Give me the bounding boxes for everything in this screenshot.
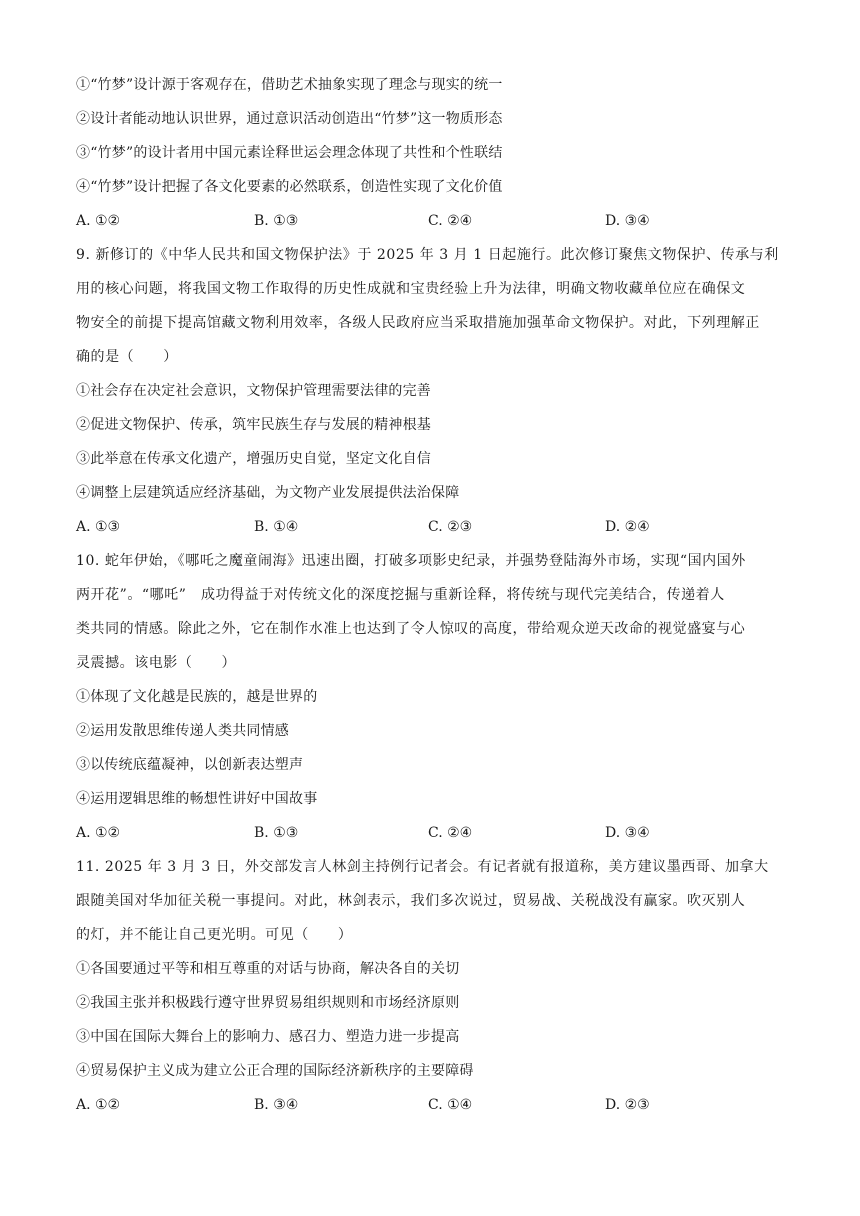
choice-a: A. ①② [76, 213, 121, 229]
option-line: ③以传统底蕴凝神，以创新表达塑声 [76, 757, 304, 773]
exam-page [76, 68, 788, 1122]
choice-d: D. ③④ [605, 213, 650, 229]
choice-b: B. ①④ [254, 519, 299, 535]
question-8 [76, 68, 788, 238]
question-11 [76, 850, 788, 1122]
question-9 [76, 238, 788, 544]
option-line: ①社会存在决定社会意识，文物保护管理需要法律的完善 [76, 383, 431, 399]
answer-choices [76, 204, 788, 238]
question-stem-line: 9. 新修订的《中华人民共和国文物保护法》于 2025 年 3 月 1 日起施行。此次修订聚焦文物保护、传承与利 [76, 247, 779, 263]
choice-d: D. ②③ [605, 1097, 650, 1113]
choice-c: C. ②③ [428, 519, 473, 535]
question-stem-line: 确的是（ ） [76, 349, 178, 365]
question-stem-line: 灵震撼。该电影（ ） [76, 655, 237, 671]
option-line: ②促进文物保护、传承，筑牢民族生存与发展的精神根基 [76, 417, 431, 433]
choice-d: D. ②④ [605, 519, 650, 535]
answer-choices [76, 1088, 788, 1122]
question-stem-line: 11. 2025 年 3 月 3 日，外交部发言人林剑主持例行记者会。有记者就有报道称，美方建议墨西哥、加拿大 [76, 859, 769, 875]
choice-a: A. ①③ [76, 519, 121, 535]
question-stem-line: 用的核心问题，将我国文物工作取得的历史性成就和宝贵经验上升为法律，明确文物收藏单位应在确保文 [76, 281, 746, 297]
option-line: ②设计者能动地认识世界，通过意识活动创造出“竹梦”这一物质形态 [76, 111, 503, 127]
choice-c: C. ①④ [428, 1097, 473, 1113]
question-stem-line: 10. 蛇年伊始，《哪吒之魔童闹海》迅速出圈，打破多项影史纪录，并强势登陆海外市场，实现“国内国外 [76, 553, 746, 569]
choice-d: D. ③④ [605, 825, 650, 841]
option-line: ④贸易保护主义成为建立公正合理的国际经济新秩序的主要障碍 [76, 1063, 474, 1079]
question-stem-line: 跟随美国对华加征关税一事提问。对此，林剑表示，我们多次说过，贸易战、关税战没有赢家。吹灭别人 [76, 893, 746, 909]
option-line: ③此举意在传承文化遗产，增强历史自觉，坚定文化自信 [76, 451, 431, 467]
question-stem-line: 的灯，并不能让自己更光明。可见（ ） [76, 927, 353, 943]
option-line: ③中国在国际大舞台上的影响力、感召力、塑造力进一步提高 [76, 1029, 460, 1045]
choice-c: C. ②④ [428, 825, 473, 841]
choice-a: A. ①② [76, 1097, 121, 1113]
choice-c: C. ②④ [428, 213, 473, 229]
question-stem-line: 类共同的情感。除此之外，它在制作水准上也达到了令人惊叹的高度，带给观众逆天改命的视觉盛宴与心 [76, 621, 746, 637]
option-line: ②运用发散思维传递人类共同情感 [76, 723, 289, 739]
option-line: ④“竹梦”设计把握了各文化要素的必然联系，创造性实现了文化价值 [76, 179, 503, 195]
question-stem-line: 物安全的前提下提高馆藏文物利用效率，各级人民政府应当采取措施加强革命文物保护。对此，下列理解正 [76, 315, 760, 331]
option-line: ③“竹梦”的设计者用中国元素诠释世运会理念体现了共性和个性联结 [76, 145, 503, 161]
choice-b: B. ①③ [254, 213, 299, 229]
answer-choices [76, 816, 788, 850]
choice-a: A. ①② [76, 825, 121, 841]
option-line: ①“竹梦”设计源于客观存在，借助艺术抽象实现了理念与现实的统一 [76, 77, 503, 93]
option-line: ①各国要通过平等和相互尊重的对话与协商，解决各自的关切 [76, 961, 460, 977]
option-line: ④运用逻辑思维的畅想性讲好中国故事 [76, 791, 318, 807]
choice-b: B. ①③ [254, 825, 299, 841]
choice-b: B. ③④ [254, 1097, 299, 1113]
option-line: ④调整上层建筑适应经济基础，为文物产业发展提供法治保障 [76, 485, 460, 501]
answer-choices [76, 510, 788, 544]
option-line: ②我国主张并积极践行遵守世界贸易组织规则和市场经济原则 [76, 995, 460, 1011]
option-line: ①体现了文化越是民族的，越是世界的 [76, 689, 318, 705]
question-10 [76, 544, 788, 850]
question-stem-line: 两开花”。“哪吒” 成功得益于对传统文化的深度挖掘与重新诠释，将传统与现代完美结合，传递着人 [76, 587, 725, 603]
